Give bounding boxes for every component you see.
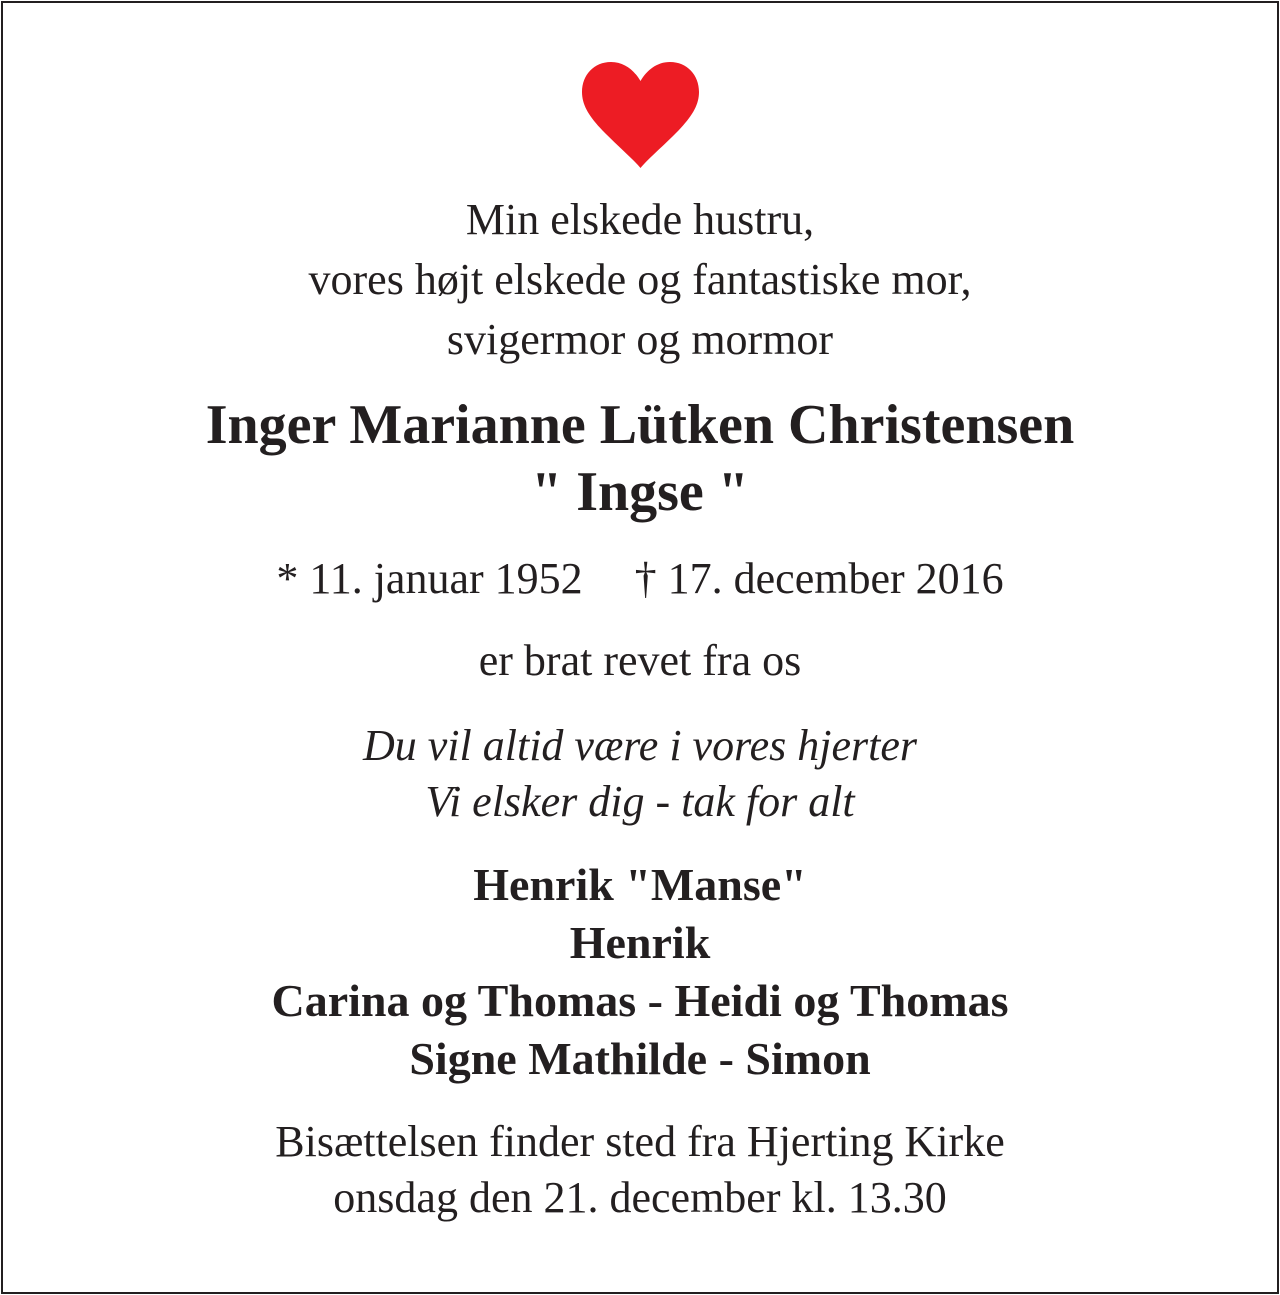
funeral-line: Bisættelsen finder sted fra Hjerting Kirke: [275, 1117, 1005, 1166]
family-line: Carina og Thomas - Heidi og Thomas: [271, 975, 1009, 1026]
intro-line: svigermor og mormor: [446, 315, 834, 364]
passing-text: er brat revet fra os: [478, 636, 802, 685]
family-signatures: [0, 856, 1280, 1088]
birth-date: * 11. januar 1952: [276, 554, 583, 603]
heart-shape: [582, 62, 699, 168]
intro-line: vores højt elskede og fantastiske mor,: [308, 255, 972, 304]
family-line: Signe Mathilde - Simon: [409, 1033, 871, 1084]
funeral-info: [0, 1114, 1280, 1226]
intro-line: Min elskede hustru,: [465, 195, 815, 244]
full-name: Inger Marianne Lütken Christensen: [205, 394, 1075, 456]
death-date: † 17. december 2016: [634, 554, 1004, 603]
heart-icon: [582, 62, 699, 168]
life-dates: [0, 552, 1280, 606]
intro-text: [0, 190, 1280, 370]
funeral-line: onsdag den 21. december kl. 13.30: [333, 1173, 947, 1222]
deceased-name: [0, 392, 1280, 526]
family-line: Henrik: [569, 917, 711, 968]
quote-line: Vi elsker dig - tak for alt: [425, 777, 855, 826]
memorial-quote: [0, 718, 1280, 830]
family-line: Henrik "Manse": [473, 859, 807, 910]
nickname: " Ingse ": [531, 461, 749, 523]
quote-line: Du vil altid være i vores hjerter: [363, 721, 917, 770]
